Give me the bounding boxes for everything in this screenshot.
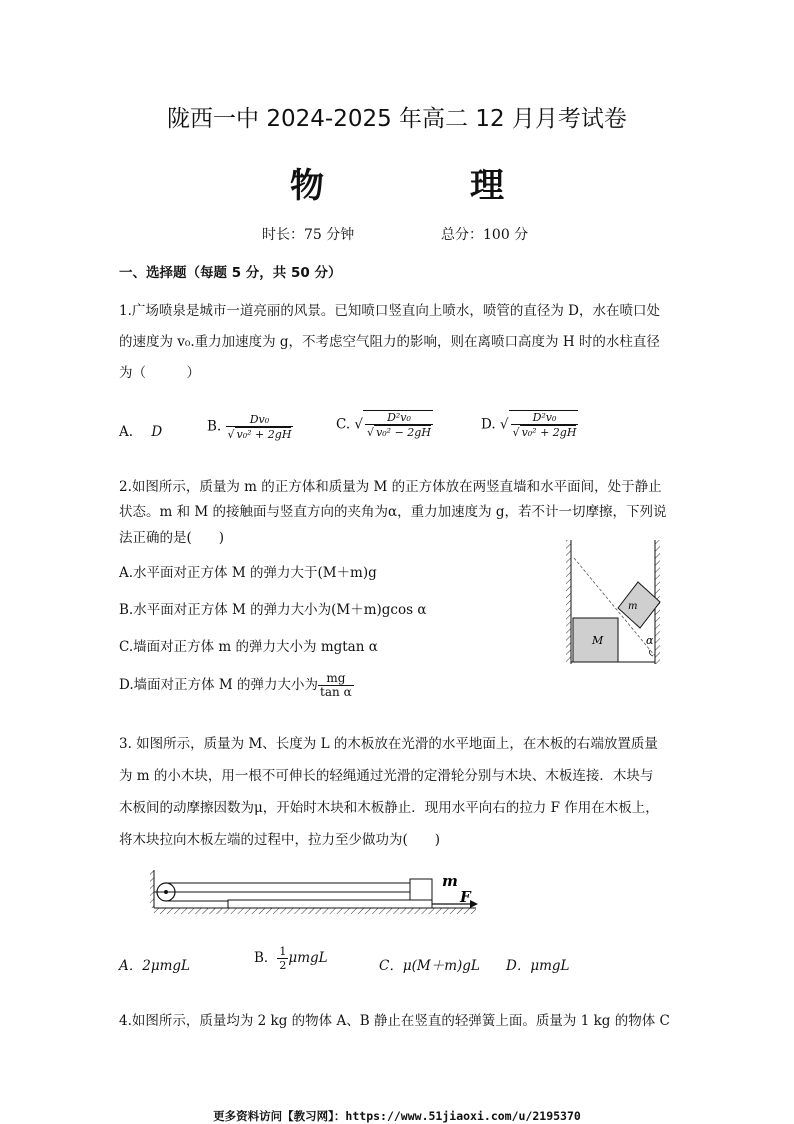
q1-line: 为（ ） — [119, 365, 200, 381]
q3-option-c[interactable]: C．μ(M＋m)gL — [379, 958, 480, 974]
block-m — [618, 582, 660, 628]
q4-line: 4.如图所示，质量均为 2 kg 的物体 A、B 静止在竖直的轻弹簧上面。质量为 1 kg 的物体 C — [119, 1013, 670, 1029]
q3-option-a[interactable]: A．2μmgL — [119, 958, 191, 974]
q2-line: 状态。m 和 M 的接触面与竖直方向的夹角为α，重力加速度为 g，若不计一切摩擦，下列说 — [119, 504, 667, 520]
q2-option-a[interactable]: A.水平面对正方体 M 的弹力大于(M＋m)g — [119, 565, 377, 581]
fraction: $\frac{\text{Dv₀}}{\text{√ v₀² + 2gH}}$ — [227, 413, 292, 441]
exam-title: 陇西一中 2024-2025 年高二 12 月月考试卷 — [167, 106, 627, 132]
q3-option-b[interactable] — [254, 945, 328, 972]
option-label: D. — [481, 416, 496, 433]
denominator: v₀² + 2gH — [521, 426, 577, 439]
footer-link[interactable]: 更多资料访问【教习网】：https://www.51jiaoxi.com/u/2195370 — [213, 1109, 581, 1123]
q3-line: 将木块拉向木板左端的过程中，拉力至少做功为( ) — [119, 832, 441, 848]
q1-option-b[interactable] — [207, 413, 293, 441]
fraction — [318, 672, 354, 699]
q1-option-d[interactable]: D. √ $\frac{\text{D²v₀}}{\text{√ v₀² + 2gH}}$ — [481, 411, 577, 439]
subject-title: 物 理 — [290, 166, 560, 206]
numerator: D²v₀ — [532, 411, 557, 424]
option-text: μmgL — [288, 950, 328, 966]
option-label: A. — [119, 424, 134, 440]
label-M: M — [592, 634, 604, 647]
exam-duration: 时长：75 分钟 — [262, 227, 355, 243]
section-heading: 一、选择题（每题 5 分，共 50 分） — [119, 265, 342, 281]
q2-option-d[interactable] — [119, 672, 354, 699]
q2-line: 法正确的是( ) — [119, 530, 225, 546]
q2-option-c[interactable]: C.墙面对正方体 m 的弹力大小为 mgtan α — [119, 639, 378, 655]
denominator: v₀² − 2gH — [376, 426, 431, 439]
q3-figure — [148, 862, 488, 922]
q3-line: 木板间的动摩擦因数为μ，开始时木块和木板静止．现用水平向右的拉力 F 作用在木板上， — [119, 800, 659, 816]
option-label: B. — [207, 418, 222, 435]
label-F: F — [460, 888, 471, 906]
fraction: $\frac{\text{D²v₀}}{\text{√ v₀² + 2gH}}$ — [512, 411, 577, 439]
numerator: Dv₀ — [249, 413, 270, 426]
numerator: 1 — [279, 945, 287, 958]
option-text: D.墙面对正方体 M 的弹力大小为 — [119, 677, 319, 693]
numerator: D²v₀ — [387, 411, 411, 424]
q2-figure — [562, 538, 672, 668]
block-m — [410, 879, 432, 900]
q1-option-a[interactable] — [119, 424, 162, 440]
q2-option-b[interactable]: B.水平面对正方体 M 的弹力大小为(M＋m)gcos α — [119, 602, 427, 618]
denominator: tan α — [320, 685, 352, 699]
q1-option-c[interactable]: C. √ $\frac{\text{D²v₀}}{\text{√ v₀² − 2gH}}$ — [336, 411, 431, 439]
q1-line: 的速度为 v₀.重力加速度为 g，不考虑空气阻力的影响，则在离喷口高度为 H 时的水柱直径 — [119, 334, 660, 350]
q3-line: 为 m 的小木块，用一根不可伸长的轻绳通过光滑的定滑轮分别与木块、木板连接．木块与 — [119, 768, 654, 784]
option-text: D — [151, 424, 163, 440]
q3-line: 3. 如图所示，质量为 M、长度为 L 的木板放在光滑的水平地面上，在木板的右端放置质量 — [119, 736, 658, 752]
fraction: $\frac{\text{D²v₀}}{\text{√ v₀² − 2gH}}$ — [367, 411, 431, 439]
q3-option-d[interactable]: D．μmgL — [506, 958, 570, 974]
q2-line: 2.如图所示，质量为 m 的正方体和质量为 M 的正方体放在两竖直墙和水平面间，处于静止 — [119, 479, 662, 495]
option-label: B． — [254, 950, 278, 966]
option-label: C. — [336, 416, 351, 433]
label-m: m — [628, 601, 638, 612]
denominator: 2 — [279, 959, 287, 972]
q1-line: 1.广场喷泉是城市一道亮丽的风景。已知喷口竖直向上喷水，喷管的直径为 D，水在喷口处 — [119, 303, 660, 319]
numerator: mg — [318, 672, 354, 686]
label-alpha: α — [646, 634, 654, 647]
label-m: m — [442, 872, 458, 890]
exam-total-score: 总分：100 分 — [441, 227, 529, 243]
denominator: v₀² + 2gH — [236, 428, 292, 441]
fraction — [277, 945, 288, 972]
